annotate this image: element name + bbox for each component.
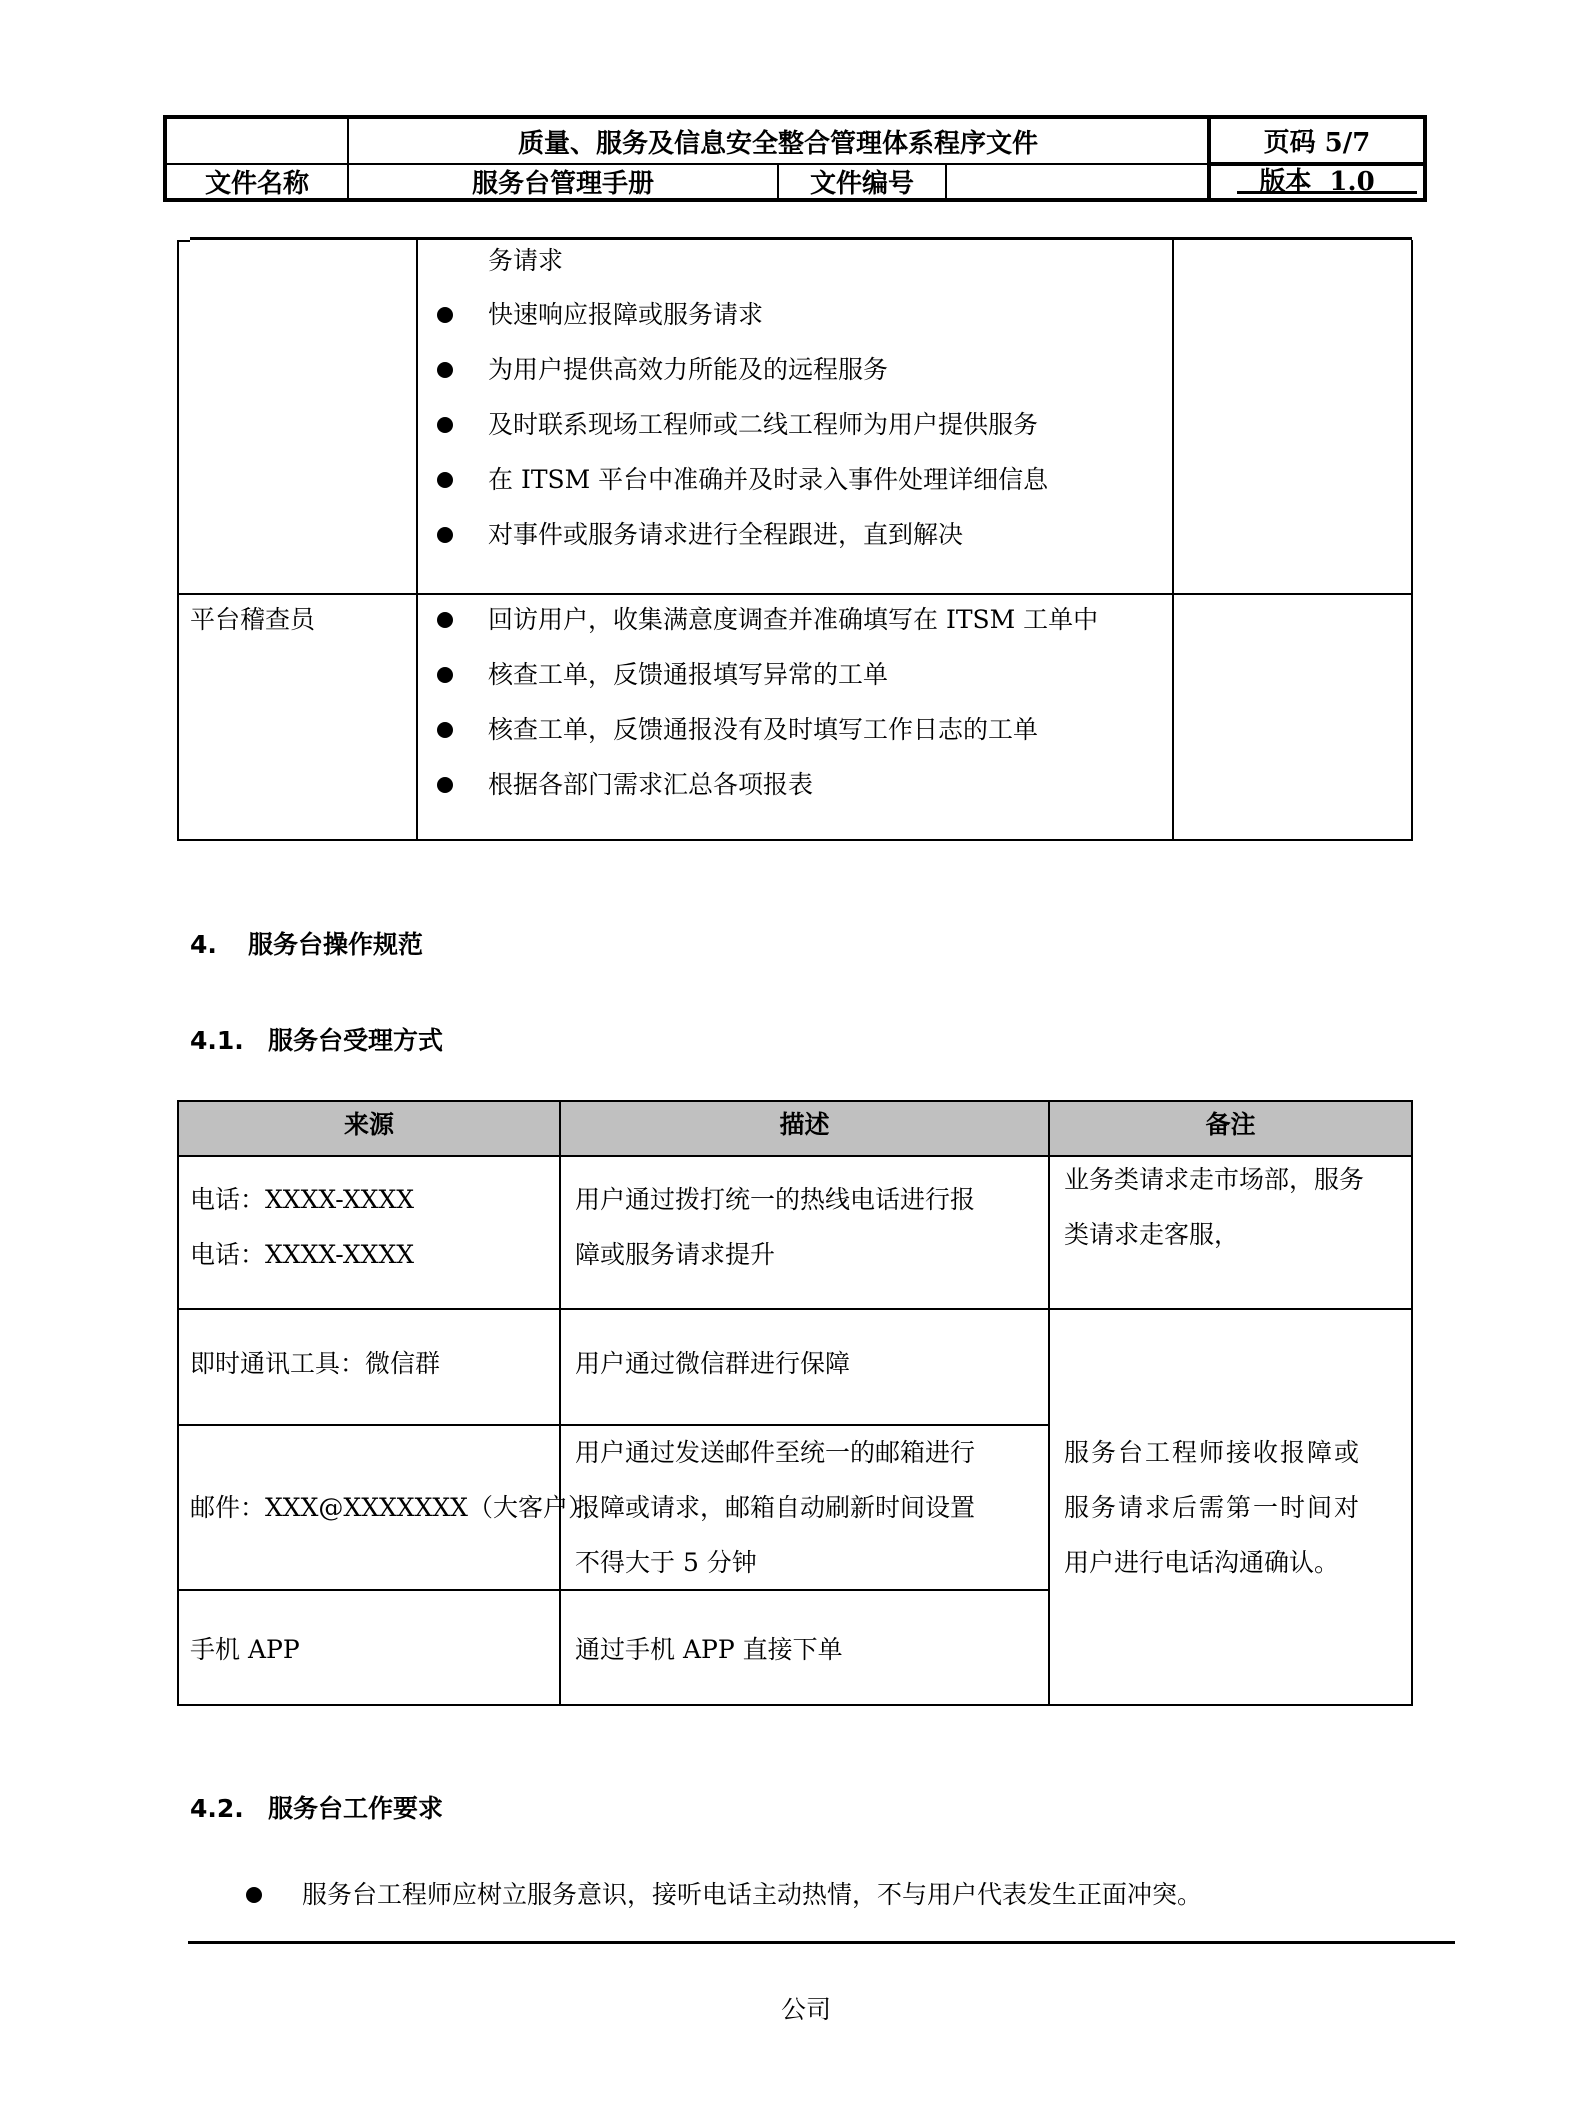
file-name-label: 文件名称 bbox=[204, 169, 309, 199]
bullet-icon bbox=[437, 777, 453, 793]
requirement-text: 服务台工程师应树立服务意识，接听电话主动热情，不与用户代表发生正面冲突。 bbox=[302, 1880, 1203, 1909]
notes-cell: 服务请求后需第一时间对 bbox=[1064, 1493, 1362, 1522]
document-header-table bbox=[163, 115, 1427, 202]
duty-text: 及时联系现场工程师或二线工程师为用户提供服务 bbox=[488, 410, 1039, 439]
notes-cell: 类请求走客服， bbox=[1064, 1220, 1240, 1249]
description-cell: 用户通过发送邮件至统一的邮箱进行 bbox=[575, 1438, 976, 1467]
table-top-border bbox=[177, 1100, 1413, 1102]
bullet-icon bbox=[437, 667, 453, 683]
role-table-right-border bbox=[1411, 240, 1413, 841]
file-number-value bbox=[947, 165, 1207, 198]
source-cell: 手机 APP bbox=[190, 1635, 300, 1664]
description-cell: 用户通过拨打统一的热线电话进行报 bbox=[575, 1185, 976, 1214]
role-table-left-border bbox=[177, 240, 179, 841]
duty-continuation: 务请求 bbox=[488, 246, 564, 275]
table-bottom-border bbox=[177, 1704, 1413, 1706]
file-name-value: 服务台管理手册 bbox=[471, 169, 654, 199]
section-number: 4. bbox=[190, 930, 217, 959]
bullet-icon bbox=[437, 527, 453, 543]
description-cell: 通过手机 APP 直接下单 bbox=[575, 1635, 843, 1664]
duty-text: 根据各部门需求汇总各项报表 bbox=[488, 770, 814, 799]
footer-company: 公司 bbox=[780, 1995, 831, 2024]
version: 版本 1.0 bbox=[1259, 166, 1375, 197]
file-number-label: 文件编号 bbox=[809, 169, 914, 199]
description-cell: 不得大于 5 分钟 bbox=[575, 1548, 757, 1577]
source-cell: 即时通讯工具：微信群 bbox=[190, 1349, 441, 1378]
duty-text: 为用户提供高效力所能及的远程服务 bbox=[488, 355, 889, 384]
table-left-border bbox=[177, 1100, 179, 1706]
role-table-row-divider bbox=[177, 593, 1413, 595]
notes-cell: 业务类请求走市场部，服务 bbox=[1064, 1165, 1365, 1194]
table-col-divider bbox=[559, 1100, 561, 1706]
section-number: 4.1. bbox=[190, 1026, 244, 1055]
duty-text: 回访用户，收集满意度调查并准确填写在 ITSM 工单中 bbox=[488, 605, 1099, 634]
column-header-source: 来源 bbox=[343, 1110, 394, 1139]
bullet-icon bbox=[437, 362, 453, 378]
bullet-icon bbox=[437, 612, 453, 628]
duty-text: 快速响应报障或服务请求 bbox=[488, 300, 764, 329]
table-right-border bbox=[1411, 1100, 1413, 1706]
bullet-icon bbox=[437, 472, 453, 488]
table-row-divider bbox=[177, 1308, 1413, 1310]
source-cell: 电话：XXXX-XXXX bbox=[190, 1185, 415, 1214]
duty-text: 对事件或服务请求进行全程跟进，直到解决 bbox=[488, 520, 964, 549]
footer-rule bbox=[188, 1941, 1455, 1944]
notes-cell: 用户进行电话沟通确认。 bbox=[1064, 1548, 1340, 1577]
page-number: 页码 5/7 bbox=[1263, 128, 1371, 158]
bullet-icon bbox=[437, 307, 453, 323]
column-header-notes: 备注 bbox=[1205, 1110, 1256, 1139]
notes-cell: 服务台工程师接收报障或 bbox=[1064, 1438, 1362, 1467]
description-cell: 用户通过微信群进行保障 bbox=[575, 1349, 851, 1378]
role-table-col-divider bbox=[416, 240, 418, 841]
role-table-col-divider bbox=[1172, 240, 1174, 841]
section-number: 4.2. bbox=[190, 1794, 244, 1823]
duty-text: 核查工单，反馈通报填写异常的工单 bbox=[488, 660, 889, 689]
description-cell: 障或服务请求提升 bbox=[575, 1240, 776, 1269]
role-table-bottom-border bbox=[177, 839, 1413, 841]
bullet-icon bbox=[437, 722, 453, 738]
source-cell: 邮件：XXX@XXXXXXX（大客户）； bbox=[190, 1493, 606, 1522]
section-title: 服务台工作要求 bbox=[268, 1794, 444, 1823]
section-title: 服务台受理方式 bbox=[268, 1026, 444, 1055]
section-title: 服务台操作规范 bbox=[248, 930, 424, 959]
source-cell: 电话：XXXX-XXXX bbox=[190, 1240, 415, 1269]
role-name: 平台稽查员 bbox=[190, 605, 316, 634]
bullet-icon bbox=[246, 1887, 262, 1903]
bullet-icon bbox=[437, 417, 453, 433]
document-system-title: 质量、服务及信息安全整合管理体系程序文件 bbox=[517, 128, 1038, 159]
role-table-top-rule bbox=[190, 237, 1412, 240]
description-cell: 报障或请求，邮箱自动刷新时间设置 bbox=[575, 1493, 976, 1522]
duty-text: 核查工单，反馈通报没有及时填写工作日志的工单 bbox=[488, 715, 1039, 744]
column-header-description: 描述 bbox=[779, 1110, 830, 1139]
duty-text: 在 ITSM 平台中准确并及时录入事件处理详细信息 bbox=[488, 465, 1049, 494]
table-col-divider bbox=[1048, 1100, 1050, 1706]
role-table-top-left bbox=[177, 240, 190, 242]
